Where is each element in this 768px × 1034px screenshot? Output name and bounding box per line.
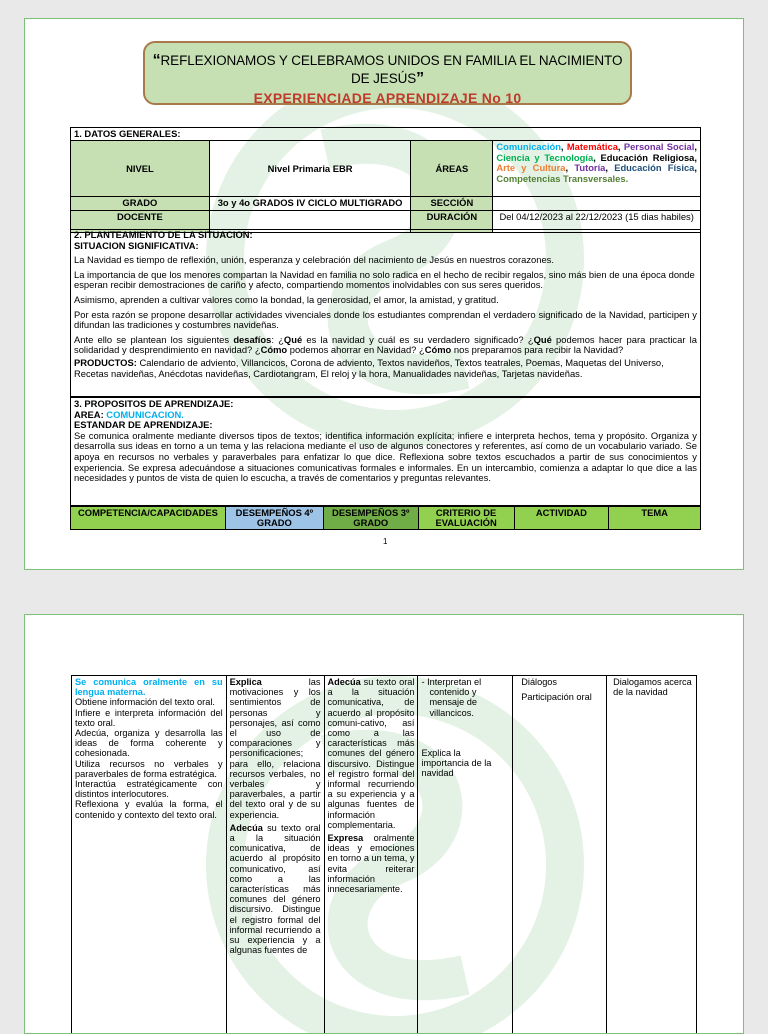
document-page-2 xyxy=(24,614,744,1034)
desempeno-4-item: Explica las motivaciones y los sentimientos de personas y personajes, así como el uso de comparaciones y personificaciones; para ello, relaciona recursos verbales, no verbales y paraverbales, a partir del texto oral y de su experiencia. xyxy=(230,677,321,820)
actividad-cell xyxy=(513,676,607,1034)
tema-cell: Dialogamos acerca de la navidad xyxy=(607,676,697,1034)
propositos-title: 3. PROPOSITOS DE APRENDIZAJE: xyxy=(74,399,697,410)
area-item: Personal Social xyxy=(624,141,695,152)
criterio-item: - Interpretan el contenido y mensaje de villancicos. xyxy=(421,677,509,718)
area-item: Ciencia y Tecnología xyxy=(496,152,593,163)
table-row xyxy=(72,676,697,1034)
table-header-cell: ACTIVIDAD xyxy=(514,507,609,530)
desempenos-header-table xyxy=(70,506,701,530)
area-item: Educación Religiosa xyxy=(601,152,695,163)
datos-section-title: 1. DATOS GENERALES: xyxy=(71,128,701,141)
nivel-label: NIVEL xyxy=(71,141,210,197)
area-item: Educación Física xyxy=(614,162,694,173)
table-header-cell: TEMA xyxy=(609,507,701,530)
duracion-label: DURACIÓN xyxy=(411,210,493,232)
paragraph: La Navidad es tiempo de reflexión, unión, esperanza y celebración del nacimiento de Jesús en nuestros corazones. xyxy=(74,255,697,266)
table-header-cell: COMPETENCIA/CAPACIDADES xyxy=(71,507,226,530)
desempeno-4-item: Adecúa su texto oral a la situación comunicativa, de acuerdo al propósito comunicativo, así como a las características más comunes del género discursivo. Distingue el registro formal del informal recurriendo a su experiencia y a algunas fuentes de xyxy=(230,823,321,956)
table-header-cell: DESEMPEÑOS 3º GRADO xyxy=(323,507,418,530)
seccion-label: SECCIÓN xyxy=(411,197,493,210)
experience-subtitle: EXPERIENCIADE APRENDIZAJE No 10 xyxy=(145,90,630,106)
criterio-cell xyxy=(418,676,513,1034)
title-line: “REFLEXIONAMOS Y CELEBRAMOS UNIDOS EN FAMILIA EL NACIMIENTO DE JESÚS” xyxy=(145,52,630,88)
planteamiento-section xyxy=(70,229,701,397)
paragraph: Asimismo, aprenden a cultivar valores como la bondad, la generosidad, el amor, la amistad, y gratitud. xyxy=(74,295,697,306)
area-item: Tutoría xyxy=(574,162,605,173)
estandar-text: Se comunica oralmente mediante diversos tipos de textos; identifica información explícita; infiere e interpreta hechos, tema y propósito. Organiza y desarrolla sus ideas en torno a un tema y las relaciona mediante el uso de algunos conectores y referentes, así como de un vocabulario variado. Se apoya en recursos no verbales y paraverbales para enfatizar lo que dice. Reflexiona sobre textos escuchados a partir de sus conocimientos y experiencia. Se expresa adecuándose a situaciones comunicativas formales e informales. En un intercambio, comienza a adaptar lo que dice a las necesidades y puntos de vista de quien lo escucha, a través de comentarios y preguntas relevantes. xyxy=(74,431,697,484)
desempenos-table xyxy=(71,675,697,1034)
docente-label: DOCENTE xyxy=(71,210,210,232)
competencia-cell xyxy=(72,676,227,1034)
desafios-paragraph: Ante ello se plantean los siguientes desafíos: ¿Qué es la navidad y cuál es su verdadero significado? ¿Qué podemos hacer para practicar la solidaridad y desprendimiento en navidad? ¿Cómo podemos ahorrar en Navidad? ¿Cómo nos preparamos para recibir la Navidad? xyxy=(74,335,697,356)
productos-paragraph: PRODUCTOS: Calendario de adviento, Villancicos, Corona de adviento, Textos navideños, Textos teatrales, Poemas, Maquetas del Universo, Recetas navideñas, Anécdotas navideñas, Cardiotangram, El reloj y la hora, Manualidades navideñas, Tarjetas navideñas. xyxy=(74,358,697,379)
actividad-item: Diálogos xyxy=(521,677,603,687)
area-item: Comunicación xyxy=(496,141,561,152)
areas-label: ÁREAS xyxy=(411,141,493,197)
grado-label: GRADO xyxy=(71,197,210,210)
area-item: Matemática xyxy=(567,141,618,152)
title-banner xyxy=(143,41,632,105)
paragraph: Por esta razón se propone desarrollar actividades vivenciales donde los estudiantes comprendan el verdadero significado de la Navidad, participen y difundan las tradiciones y costumbres navideñas. xyxy=(74,310,697,331)
table-header-cell: DESEMPEÑOS 4º GRADO xyxy=(225,507,323,530)
datos-generales-table xyxy=(70,127,701,233)
propositos-section xyxy=(70,397,701,506)
capacidades-list: Obtiene información del texto oral. Infiere e interpreta información del texto oral. Adecúa, organiza y desarrolla las ideas de forma coherente y cohesionada. Utiliza recursos no verbales y paraverbales de forma estratégica. Interactúa estratégicamente con distintos interlocutores. Reflexiona y evalúa la forma, el contenido y contexto del texto oral. xyxy=(75,697,223,819)
duracion-value: Del 04/12/2023 al 22/12/2023 (15 dias habiles) xyxy=(493,210,701,232)
situacion-title: SITUACION SIGNIFICATIVA: xyxy=(74,241,697,252)
planteamiento-title: 2. PLANTEAMIENTO DE LA SITUACION: xyxy=(74,230,697,241)
paragraph: La importancia de que los menores compartan la Navidad en familia no solo radica en el hecho de recibir regalos, sino más bien de una época donde esperan recibir demostraciones de cariño y afecto, compartiendo momentos inolvidables con sus seres queridos. xyxy=(74,270,697,291)
actividad-item: Participación oral xyxy=(521,692,603,702)
desempeno-4-cell xyxy=(226,676,324,1034)
table-header-cell: CRITERIO DE EVALUACIÓN xyxy=(418,507,514,530)
document-page-1 xyxy=(24,18,744,570)
nivel-value: Nivel Primaria EBR xyxy=(209,141,411,197)
competencia-title: Se comunica oralmente en su lengua materna. xyxy=(75,677,223,697)
page-number: 1 xyxy=(383,537,387,546)
estandar-title: ESTANDAR DE APRENDIZAJE: xyxy=(74,420,697,431)
criterio-item: Explica la importancia de la navidad xyxy=(421,748,509,779)
area-line: AREA: COMUNICACION. xyxy=(74,410,697,421)
desempeno-3-item: Adecúa su texto oral a la situación comunicativa, de acuerdo al propósito comuni-cativo, así como a las características más comunes del género discursivo. Distingue el registro formal del informal recurriendo a su experiencia y a algunas fuentes de información complementaria. xyxy=(328,677,415,830)
desempeno-3-cell xyxy=(324,676,418,1034)
area-item: Arte y Cultura xyxy=(496,162,565,173)
desempeno-3-item: Expresa oralmente ideas y emociones en torno a un tema, y evita reiterar información innecesariamente. xyxy=(328,833,415,894)
seccion-value xyxy=(493,197,701,210)
area-item: Competencias Transversales. xyxy=(496,173,628,184)
areas-list: Comunicación, Matemática, Personal Social, Ciencia y Tecnología, Educación Religiosa, Arte y Cultura, Tutoría, Educación Física, Competencias Transversales. xyxy=(493,141,701,197)
grado-value: 3o y 4o GRADOS IV CICLO MULTIGRADO xyxy=(209,197,411,210)
